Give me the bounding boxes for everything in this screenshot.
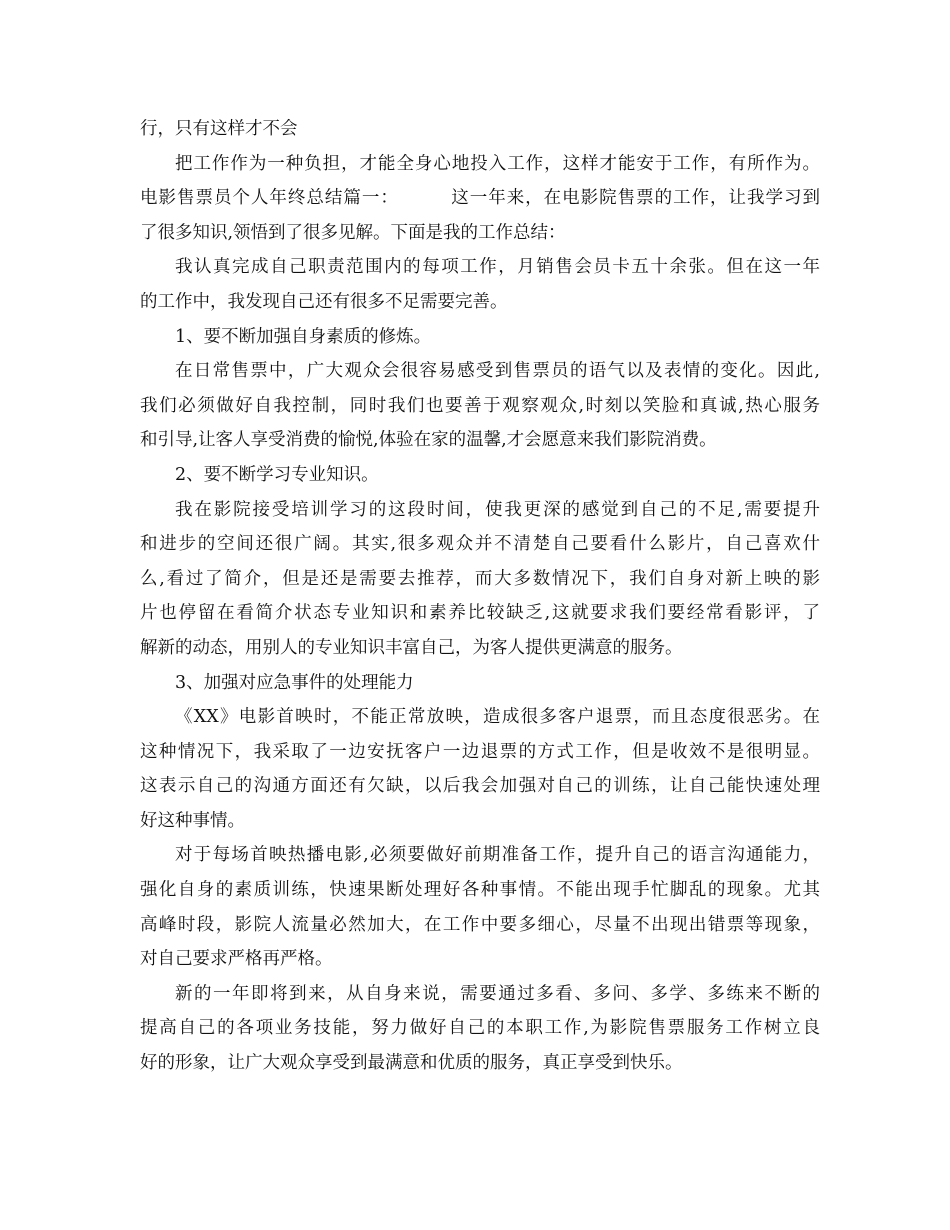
paragraph-start-line: 《XX》电影首映时，不能正常放映，造成很多客户退票，而且态度很恶劣。在 [175, 707, 820, 728]
text-line: 解新的动态，用别人的专业知识丰富自己，为客人提供更满意的服务。 [140, 637, 683, 658]
section-heading-1: 1、要不断加强自身素质的修炼。 [175, 326, 432, 347]
document-page [140, 112, 820, 1081]
text-line: 我们必须做好自我控制，同时我们也要善于观察观众,时刻以笑脸和真诚,热心服务 [140, 395, 820, 416]
text-line: 电影售票员个人年终总结篇一： 这一年来，在电影院售票的工作，让我学习到 [140, 188, 820, 209]
paragraph-start-line: 在日常售票中，广大观众会很容易感受到售票员的语气以及表情的变化。因此, [175, 361, 820, 382]
text-line: 行，只有这样才不会 [140, 119, 298, 139]
paragraph-start-line: 新的一年即将到来，从自身来说，需要通过多看、多问、多学、多练来不断的 [175, 983, 820, 1004]
paragraph-start-line: 把工作作为一种负担，才能全身心地投入工作，这样才能安于工作，有所作为。 [175, 153, 820, 174]
text-line: 对自己要求严格再严格。 [140, 949, 333, 970]
section-heading-3: 3、加强对应急事件的处理能力 [175, 672, 414, 693]
text-line: 和进步的空间还很广阔。其实,很多观众并不清楚自己要看什么影片，自己喜欢什 [140, 534, 820, 555]
text-line: 这表示自己的沟通方面还有欠缺，以后我会加强对自己的训练，让自己能快速处理 [140, 776, 820, 797]
text-line: 的工作中，我发现自己还有很多不足需要完善。 [140, 291, 508, 312]
text-line: 提高自己的各项业务技能，努力做好自己的本职工作,为影院售票服务工作树立良 [140, 1018, 820, 1039]
text-line: 强化自身的素质训练，快速果断处理好各种事情。不能出现手忙脚乱的现象。尤其 [140, 880, 820, 901]
text-line: 这种情况下，我采取了一边安抚客户一边退票的方式工作，但是收效不是很明显。 [140, 741, 820, 762]
text-line: 高峰时段，影院人流量必然加大，在工作中要多细心，尽量不出现出错票等现象， [140, 914, 820, 935]
section-heading-2: 2、要不断学习专业知识。 [175, 464, 379, 485]
text-line: 了很多知识,领悟到了很多见解。下面是我的工作总结： [140, 222, 566, 243]
text-line: 片也停留在看简介状态专业知识和素养比较缺乏,这就要求我们要经常看影评，了 [140, 603, 820, 624]
text-line: 好这种事情。 [140, 810, 245, 831]
text-line: 和引导,让客人享受消费的愉悦,体验在家的温馨,才会愿意来我们影院消费。 [140, 430, 717, 451]
paragraph-start-line: 对于每场首映热播电影,必须要做好前期准备工作，提升自己的语言沟通能力， [175, 845, 820, 866]
text-line: 好的形象，让广大观众享受到最满意和优质的服务，真正享受到快乐。 [140, 1053, 683, 1074]
paragraph-start-line: 我在影院接受培训学习的这段时间，使我更深的感觉到自己的不足,需要提升 [175, 499, 820, 520]
text-line: 么,看过了简介，但是还是需要去推荐，而大多数情况下，我们自身对新上映的影 [140, 568, 820, 589]
paragraph-start-line: 我认真完成自己职责范围内的每项工作，月销售会员卡五十余张。但在这一年 [175, 257, 820, 278]
